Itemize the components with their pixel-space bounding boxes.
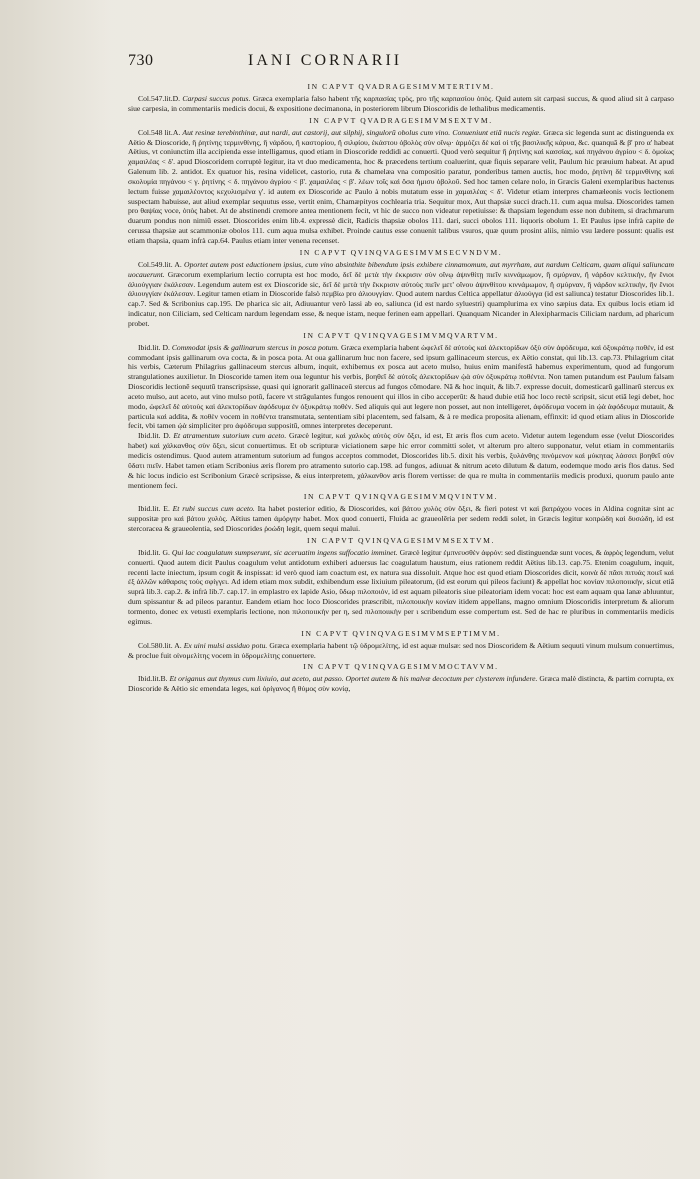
commentary-text: Græcè legitur, καὶ χαλκὸς αὐτὸς σὺν ὄξει, id est, Et æris flos cum aceto. Videtur autem legendum esse (velut Dioscorides habet) καὶ χάλκανθος σὺν ὄξει, sicut conuertimus. Et ob scripturæ viciationem sæpe hic error committi solet, vt alterum pro altero supponatur, velut etiam in commentariis medicis ostendimus. Quod autem atramentum sutorium ad fungos acceptos commodet, Dioscorides lib.5. dixit his verbis, ξυλάνθης πινόμενον καὶ μύκητας λάσσει βοηθεῖ σὺν ὕδατι πιεῖν. Habet tamen etiam Scribonius æris florem pro atramento sutorio cap.198. ad fungos, adiuuat & nitrum aceto dilutum & datum, eodemque modo æris flos datus. Sed & hic locus indicio est Scribonium Græcè scripsisse, & eius interpretem, χάλκανθον æris florem vertisse: de qua re multa in commentariis medicis produxi, quorum paulo ante mentionem feci. <box>128 431 674 490</box>
commentary-paragraph <box>128 504 674 534</box>
commentary-paragraph <box>128 260 674 329</box>
commentary-text: Ita habet posterior editio, & Dioscorides, καὶ βάτου χυλὸς σὺν ὄξει, & fieri potest vt καὶ βατράχου voces in Aldina cognitæ sint ac suppositæ pro καὶ βάτου χυλὸς. Aëtius tamen ἀμόργην habet. Mox quod conuerti, Fluida ac graueolēria per sedem reddi solet, in Græcis legitur κοπρώδη καὶ δυσώδη, id est stercoracea & graueolentia, sed Dioscorides ῥοώδη legit, quem sequi malui. <box>128 504 674 534</box>
column-reference: Col.580.lit. A. <box>138 640 182 650</box>
lemma-text: Qui lac coagulatum sumpserunt, sic aceruatim ingens suffocatio imminet. <box>171 547 398 557</box>
commentary-text: Græca sic legenda sunt ac distinguenda ex Aëtio & Dioscoride, ἢ ῥητίνης τερμινθίνης, ἢ νάρδου, ἢ καστορίου, ἢ σιλφίου, ἑκάστου ὀβολὸς σὺν οἴνῳ· ἁρμόζει δὲ καὶ οἱ τῆς βασιλικῆς κάρυα, &c. quanquā & β' pro α' habeat Aëtius, vt coniunctim illa accipienda esse intelligamus, quod etiam in Dioscoride reddidi ac conuerti. Quod verò sequitur ἢ ῥητίνης καὶ κασσίας, καὶ πηγάνου ἀγρίου < δ. ὁμοίως χαμαιλέας < δ'. apud Dioscoridem corruptè legitur, ita vt duo medicamenta, hoc & præcedens tertium coaluerint, quæ fiquis separare velit, Paulum hic præuium habeat. At apud Galenum lib. 2. antidot. Ex quatuor his, resina videlicet, castorio, ruta & chamelæa vna compositio paratur, ponderibus tamen auctis, hoc modo, ῥητίνη δὲ τερμινθίνης καὶ σκολυμία πηγάνου < γ. ῥητίνης < δ. πηγάνου ἀγρίου < β'. χαμαιλέας < β'. λέων τοῖς καὶ ὅσα ἡμισυ ὀβολοῦ. Sed hoc tamen celare nolo, in Græcis Galeni exemplaribus hactenus lectum fuisse χαμαιλέοντος κεχυλισμένα γ'. id autem ex Dioscoride ac Paulo à nobis mutatum esse in χαμαιλέας < δ'. Videtur etiam interpres chamæleonis vocis lectionem suspectam habuisse, aut aliud exemplar sequutus esse, vertit enim, Chamæpityos cochlearia tria. Sequitur mox, Aut thapsiæ succi drach.11. cum aqua mulsa. Dioscorides tamen pro θαψίας voce, ὀπὸς habet. At de abstinendi cremore antea mentionem fecit, vt hic de succo non videatur repetiuisse: & thapsiam legendum esse non dubitem, si drachmarum duarum pondus non nimiū esset. Dioscorides enim lib.4. expressè dicit, Radicis thapsiæ obolos 111. dari, succi obolos 111. liquoris obolum 1. Et Paulus ipse infrà capite de cerussa thapsiæ aut scammoniæ obolos 111. cum aqua mulsa exhibet. Proinde cautus esse conuenit talibus vsuros, quæ quum prosint aliis, nimio vsu lædere possunt: qualis est etiam thapsia, quam infrà cap.64. Paulus etiam inter venena recenset. <box>128 127 674 245</box>
author-heading: IANI CORNARII <box>248 52 403 69</box>
commentary-text: Græcorum exemplarium lectio corrupta est hoc modo, δεῖ δὲ μετὰ τὴν ἐκκρισιν σὺν οἴνῳ ἀψινθίτῃ πιεῖν κιννάμωμον, ἢ σμύρναν, ἢ νάρδον κελτικὴν, ἣν ἔνιοι ἀλιούγγιαν ἐκάλεσαν. Legendum autem est ex Dioscoride sic, δεῖ δὲ μετὰ τὴν ἔκκρισιν αὐτοὺς πιεῖν μετ' οἴνου ἀψινθίτου κιννάμωμον, ἢ σμύρναν, ἢ νάρδον κελτικὴν, ἣν ἔνιοι ἀλιουγγίαν ἐκάλεσαν. Legitur tamen etiam in Dioscoride falsò πεμβίω pro ἀλιουγγίαν. Quod autem nardus Celtica appellatur ἀλιούγγα (id est saliunca) testatur Dioscorides lib.1. cap.7. Sed & Scribonius cap.195. De pharica sic ait, Adiuuantur verò lassi ab eo, saliunca (id est nardo syluestri) quamplurima ex vino sæpius data. Ex quibus locis etiam id indicatur, non Ciliciam, sed Celticam nardum legendam esse, & neque istam, neque ferinen eam appellari. Quanquam Nicander in Alexipharmacis Ciliciam nardum, ad pharicum probet. <box>128 269 674 328</box>
running-header <box>128 52 674 76</box>
commentary-paragraph <box>128 548 674 627</box>
lemma-text: Carpasi succus potus. <box>182 94 251 103</box>
chapter-heading: IN CAPVT QVINQVAGESIMVMSEPTIMVM. <box>301 628 501 638</box>
commentary-paragraph <box>128 94 674 114</box>
commentary-paragraph <box>128 674 674 694</box>
chapter-heading: IN CAPVT QVADRAGESIMVMTERTIVM. <box>307 82 495 91</box>
chapter-heading: IN CAPVT QVINQVAGESIMVMSEXTVM. <box>306 535 495 545</box>
column-reference: Ibid.lit.B. <box>138 674 168 684</box>
gutter-shade <box>0 0 110 1179</box>
commentary-body <box>128 82 674 694</box>
column-reference: Ibid.lit. G. <box>138 547 170 557</box>
commentary-paragraph <box>128 641 674 661</box>
lemma-text: Aut resinæ terebinthinæ, aut nardi, aut castorij, aut silphij, singulorū obolus cum vino. Conueniunt etiā nucis regiæ. <box>182 127 542 137</box>
chapter-heading: IN CAPVT QVINQVAGESIMVMQVINTVM. <box>303 492 499 502</box>
lemma-text: Oportet autem post eductionem ipsius, cum vino absinthite bibendum ipsis exhibere cinnamomum, aut myrrham, aut nardum Celticam, quam aliqui saliuncam uocauerunt. <box>128 259 674 279</box>
commentary-paragraph <box>128 128 674 246</box>
chapter-heading: IN CAPVT QVINQVAGESIMVMSECVNDVM. <box>299 247 503 257</box>
commentary-paragraph <box>128 431 674 490</box>
page-number: 730 <box>128 52 154 69</box>
commentary-text: Græca malè distincta, & partim corrupta, ex Dioscoride & Aëtio sic emendata leges, καὶ ὀρίγανος ἢ θύμος σὺν κονίᾳ, <box>128 674 674 694</box>
chapter-heading: IN CAPVT QVADRAGESIMVMSEXTVM. <box>309 115 493 125</box>
lemma-text: Ex uini mulsi assiduo potu. <box>183 640 268 650</box>
lemma-text: Et atramentum sutorium cum aceto. <box>173 431 287 441</box>
commentary-text: Græca exemplaria falso habent τῆς καρπασίας τρὸς, pro τῆς καρπασίου ὀπὸς. Quid autem sit carpasi succus, & quod aliud sit à carpaso siue carpesia, in commentariis medicis docui, & expositione decimanona, in posteriorem librum Dioscoridis de lethalibus medicamentis. <box>128 94 674 113</box>
column-reference: Ibid.lit. D. <box>138 431 171 441</box>
chapter-heading: IN CAPVT QVINQVAGESIMVMOCTAVVM. <box>303 662 499 672</box>
lemma-text: Et rubi succus cum aceto. <box>172 504 255 514</box>
chapter-heading: IN CAPVT QVINQVAGESIMVMQVARTVM. <box>303 330 499 340</box>
column-reference: Ibid.lit. D. <box>138 342 170 352</box>
commentary-text: Græca exemplaria habent ὠφελεῖ δὲ αὐτοὺς καὶ ἀλεκτορίδων ὀξὺ σὺν ἀφόδευμα, καὶ ὀξυκράτῳ ποθέν, id est commodant ipsis gallinarum ova cocta, & in posca pota. At oua gallinarum huc non facere, sed ipsum gallinaceum stercus, ex Aëtio constat, qui lib.13. cap.73. Philagrium citat his verbis, Cæterum Philagrius gallinaceum stercus album, inquit, exhibemus ex posca aut aceto mulso, huius enim manifestā habemus experimentum, quod ad fungorum strangulationes auxilietur. In Dioscoride tamen item oua leguntur his verbis, βοηθεῖ δὲ αὐτοῖς ἀλεκτορίδων ᾠὰ σὺν ὀξυκράτῳ ποθέντα. Non tamen putandum est Paulum falsam Dioscoridis lectionē sequutū transcripsisse, quasi qui ignorarit gallinaceū stercus ad fungos cōmodare. Nā & hoc inquit, & lib.7. expresse docuit, domesticarū gallinarū stercus ex aceto mulso, aut aceto, aut vino mulso potū, facere vt strāgulantes fungos renouent qui illos in cibo acceperūt: & haud dubie etiā hoc loco rectè scripsit, sicut etiā legi debet, hoc modo, ὠφελεῖ δὲ αὐτοὺς καὶ ἀλεκτορίδων ἀφόδευμα ἐν ὀξυκράτῳ ποθέν. Sed aliquis qui aut legere non posset, aut non intelligeret, ἀφόδευμα vocem in ᾠὰ ἀφόδευμα mutauit, & particula καὶ addita, & ποθὲν vocem in ποθέντα transmutata, sententiam sibi placentem, sed falsam, & à re medica proposita alienam, effinxit: id quod etiam alius in Dioscoride fecit, vbi tamen ᾠὰ simpliciter pro ἀφόδευμα suppositū, omnes interpretes deceperunt. <box>128 342 674 431</box>
commentary-paragraph <box>128 343 674 432</box>
column-reference: Col.549.lit. A. <box>138 259 182 269</box>
commentary-text: Græcè legitur ἐμπνευσθὲν ἀφρόν: sed distinguendæ sunt voces, & ἀφρὸς legendum, velut conuerti. Quod autem dicit Paulus coagulum velut antidotum exhiberi aduersus lac coagulatum haustum, eius rationem reddit Aëtius lib.13. cap.75. Etenim coagulum, inquit, recenti lacte iniectum, ipsum cogit & inspissat: id verò quod iam coactum est, ex natura sua dissoluit. Atque hoc est quod etiam Dioscorides dicit, κοινὰ δὲ πᾶσι πιτυάς ποιεῖ καὶ ἐξ ἀλλῶν κάθαρσις τοὺς σφίγγει. Ad idem etiam mox subdit, exhibendum esse lixiuium pileatorum, (id est eorum qui pileos faciunt) & appellat hoc κονίαν πιλοποιικὴν, sicut etiā suprà lib.3. cap.2. & infrà lib.7. cap.17. in emplastro ex lapide Asio, ὕδωρ πιλοποιόν, id est aquam pileatoris siue pileatoriam idem vocat: hoc est eam aquam qua lanæ abluuntur, dum spissantur & ad pileos parantur. Eandem etiam hoc loco Dioscorides præscribit, πιλοποιικὴν κονίαν itidem appellans, magno omnium Dioscoridis interpretum & aliorum tormento, donec ex vetusti exemplaris lectione, non πιλοποιικὴν per η, sed πιλοποιικὴν per ι scribendum esse compertum est. Sed de hac re pluribus in commentariis medicis egimus. <box>128 547 674 626</box>
column-reference: Col.548 lit.A. <box>138 127 181 137</box>
lemma-text: Commodat ipsis & gallinarum stercus in posca potum. <box>171 342 340 352</box>
column-reference: Col.547.lit.D. <box>138 94 181 103</box>
lemma-text: Et origanus aut thymus cum lixiuio, aut aceto, aut passo. Oportet autem & his malvæ decoctum per clysterem infundere. <box>169 674 538 684</box>
commentary-text: Græca exemplaria habent τῷ ὑδρομελίτης, id est aquæ mulsæ: sed nos Dioscoridem & Aëtium sequuti vinum mulsum conuertimus, & proclue fuit οἰνομελίτης vocem in ὑδρομελίτης conuertere. <box>128 640 674 660</box>
column-reference: Ibid.lit. E. <box>138 504 170 514</box>
